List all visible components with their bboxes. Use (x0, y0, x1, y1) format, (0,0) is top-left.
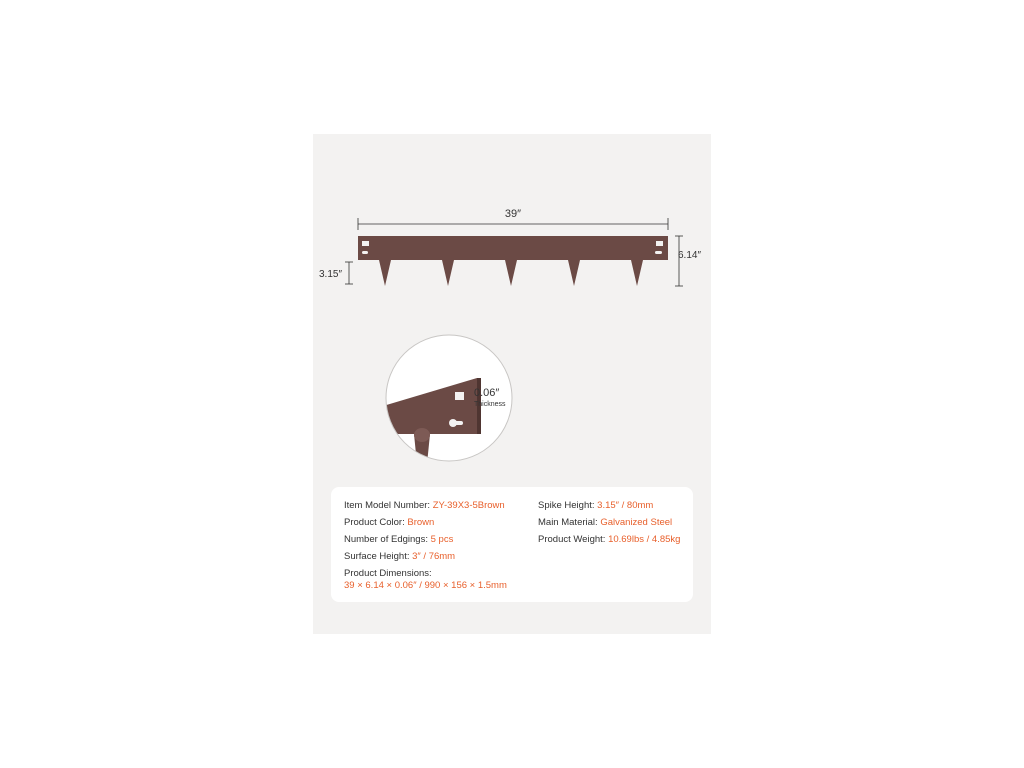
spec-surface-height (344, 548, 534, 565)
spec-value: Galvanized Steel (600, 517, 673, 528)
spec-column-left (344, 497, 534, 592)
spec-label: Surface Height: (344, 551, 413, 562)
spec-column-right (538, 497, 693, 548)
spec-label: Product Dimensions: (344, 568, 432, 579)
spec-value: 10.69lbs / 4.85kg (608, 534, 681, 545)
thickness-label: Thickness (474, 401, 506, 408)
length-label: 39″ (504, 208, 522, 220)
spike-height-dimension-line (345, 262, 353, 284)
spec-card (331, 487, 693, 602)
spec-spike-height (538, 497, 693, 514)
spec-label: Product Weight: (538, 534, 609, 545)
spec-value: 3″ / 76mm (412, 551, 456, 562)
thickness-value: 0.06″ (474, 387, 500, 399)
edging-strip (358, 236, 668, 286)
spec-value: 5 pcs (430, 534, 454, 545)
spec-main-material (538, 514, 693, 531)
spec-label: Number of Edgings: (344, 534, 431, 545)
spec-label: Spike Height: (538, 500, 598, 511)
spec-model-number (344, 497, 534, 514)
spec-product-color (344, 514, 534, 531)
spec-value: 39 × 6.14 × 0.06″ / 990 × 156 × 1.5mm (344, 580, 507, 591)
spec-value: 3.15″ / 80mm (597, 500, 654, 511)
spec-value: ZY-39X3-5Brown (432, 500, 505, 511)
spec-value: Brown (407, 517, 435, 528)
total-height-dimension-line (675, 236, 683, 286)
spec-product-dimensions (344, 568, 534, 592)
spec-number-of-edgings (344, 531, 534, 548)
spec-product-weight (538, 531, 693, 548)
spec-label: Main Material: (538, 517, 601, 528)
spike-height-label: 3.15″ (319, 269, 343, 280)
total-height-label: 6.14″ (678, 250, 702, 261)
spec-label: Product Color: (344, 517, 408, 528)
spec-label: Item Model Number: (344, 500, 433, 511)
